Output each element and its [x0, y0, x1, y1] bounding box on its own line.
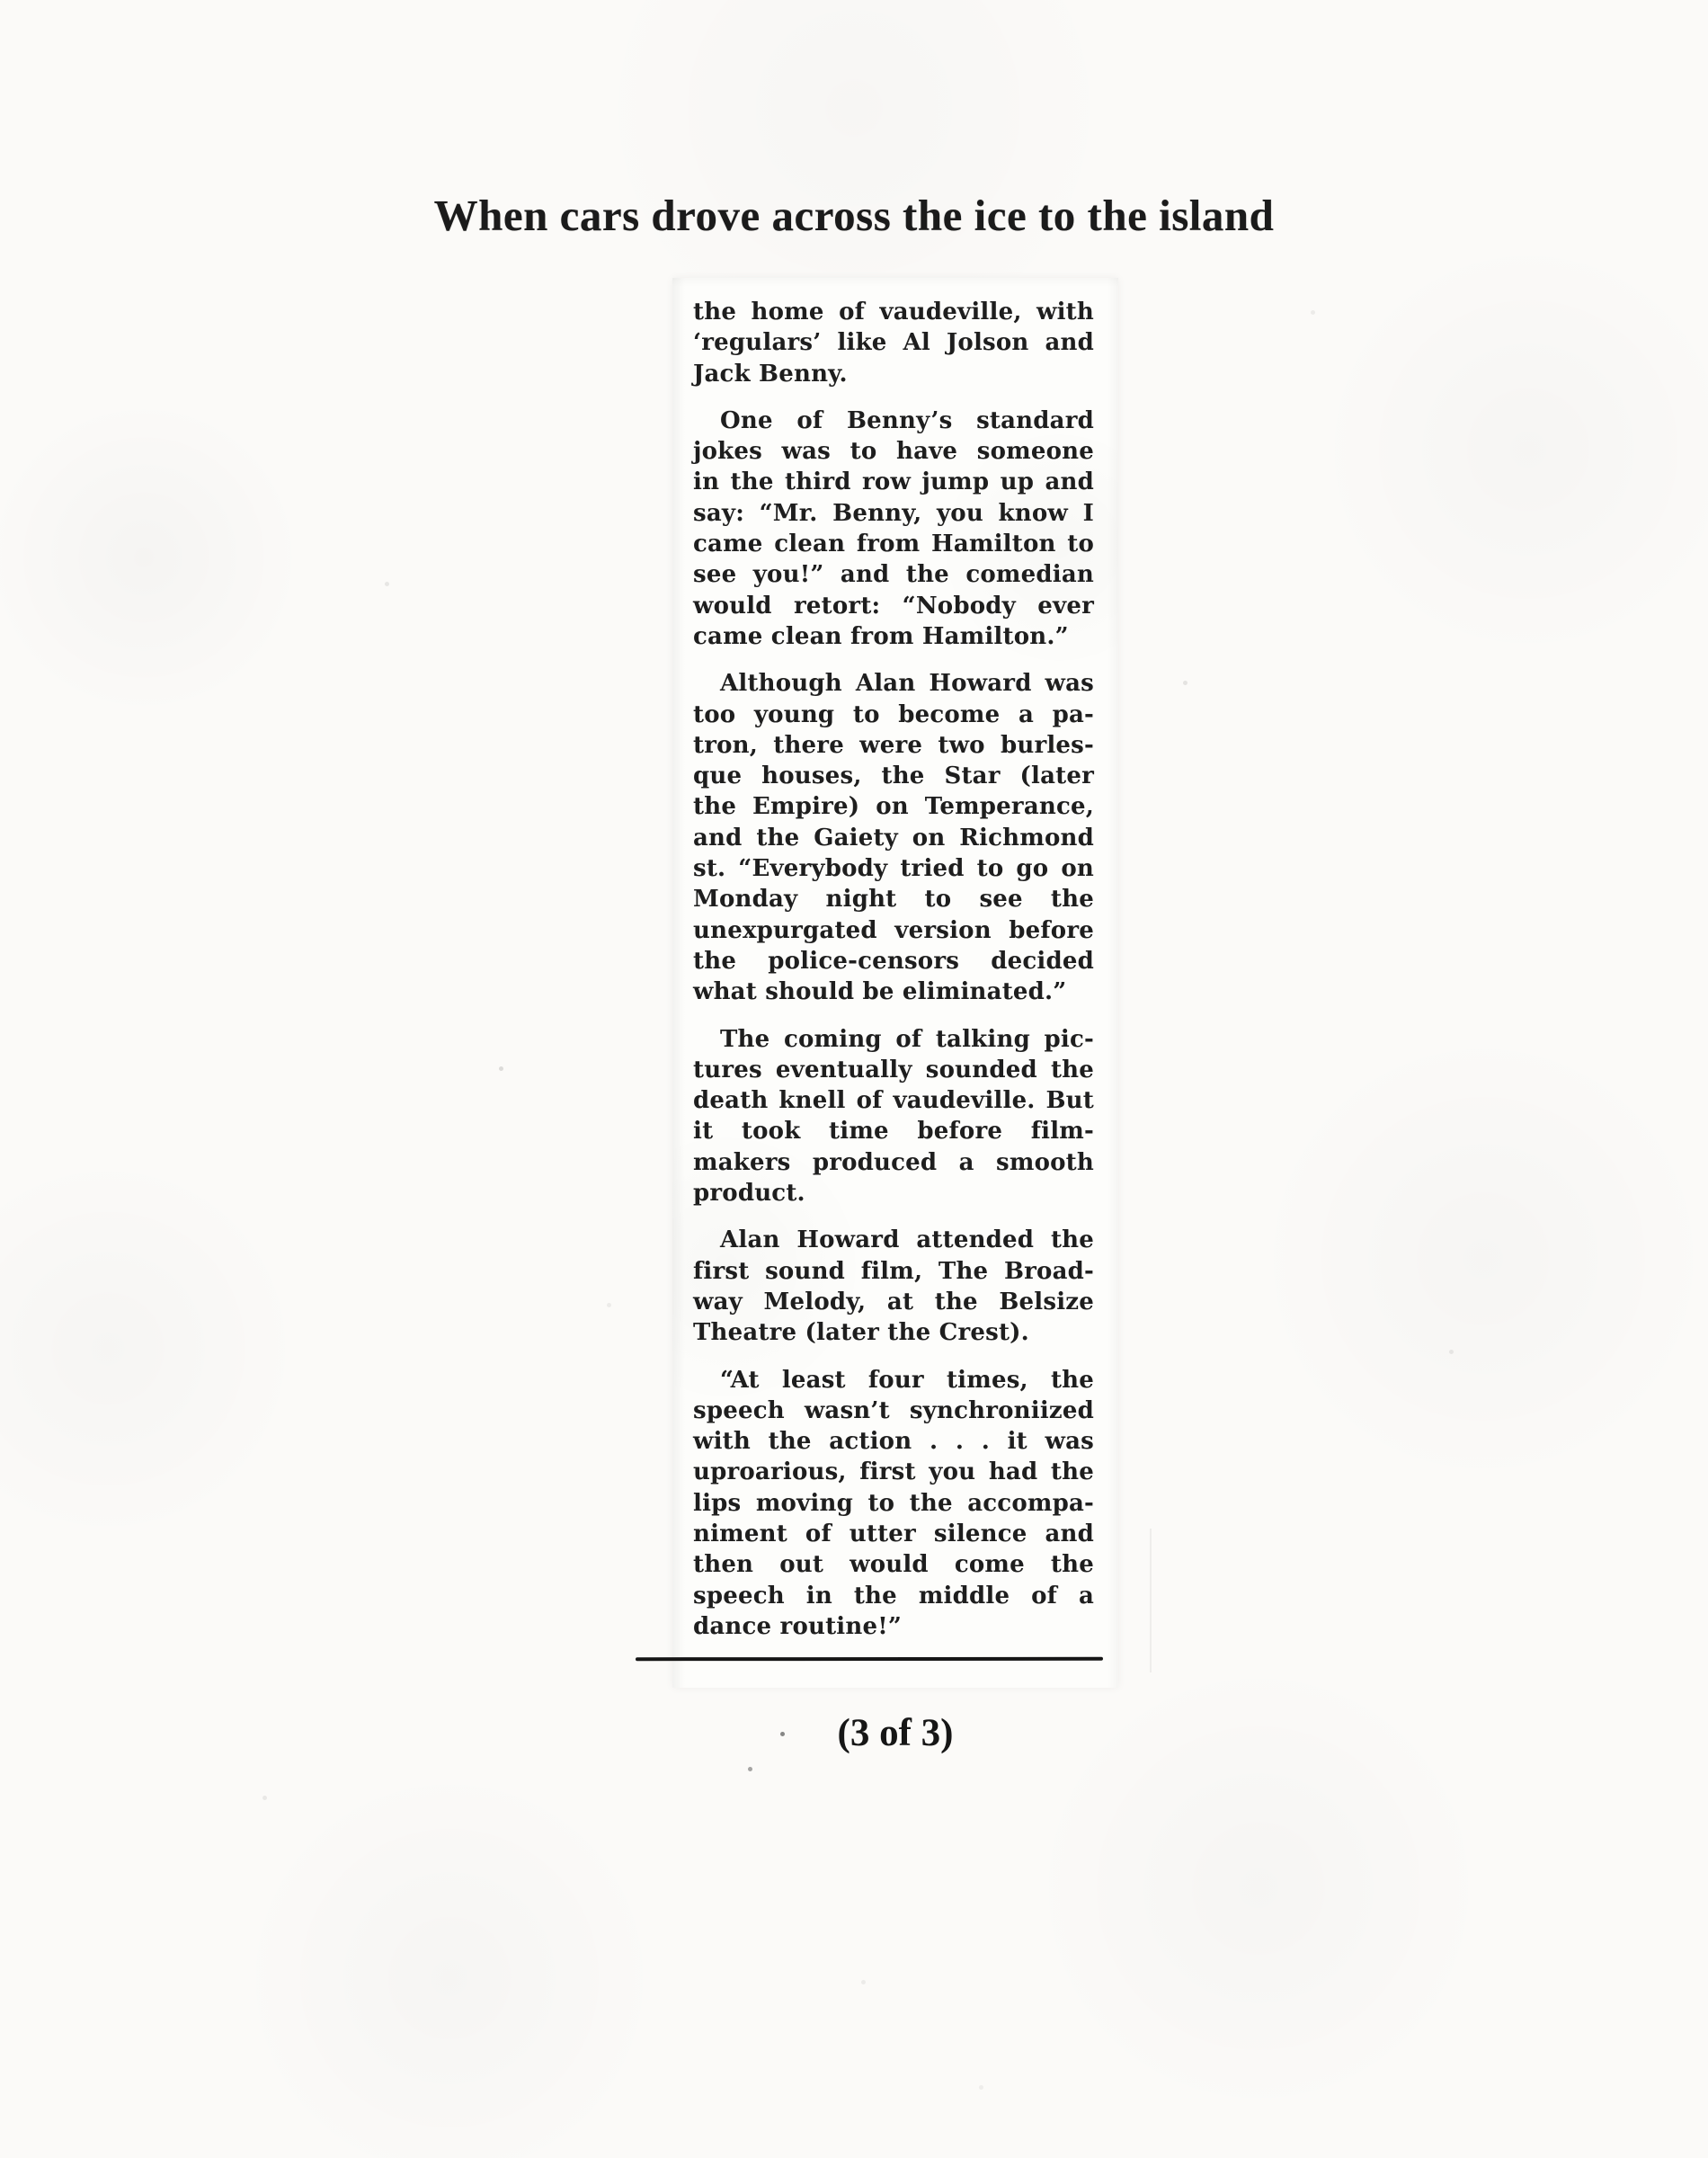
page-count-label: (3 of 3)	[837, 1712, 954, 1754]
paragraph	[693, 1225, 1094, 1348]
text-line: the home of vaudeville, with	[693, 299, 1094, 325]
text-line: que houses, the Star (later	[693, 762, 1094, 790]
clipping-edge-crease	[1150, 1529, 1152, 1672]
text-line: tron, there were two burles-	[693, 731, 1094, 759]
text-line: then out would come the	[693, 1551, 1094, 1579]
text-line: The coming of talking pic-	[720, 1025, 1094, 1053]
text-line: Although Alan Howard was	[720, 670, 1094, 698]
paragraph	[693, 1365, 1094, 1643]
text-line: in the third row jump up and	[693, 468, 1094, 496]
scan-speckles	[0, 0, 3, 3]
text-line: came clean from Hamilton to	[693, 531, 1094, 558]
text-line: Monday night to see the	[693, 886, 1094, 914]
text-line: speech in the middle of a	[693, 1582, 1094, 1610]
text-line: jokes was to have someone	[693, 438, 1094, 466]
text-line: too young to become a pa-	[693, 700, 1094, 728]
paragraph	[693, 406, 1094, 652]
text-line: with the action . . . it was	[693, 1428, 1094, 1456]
text-line: Alan Howard attended the	[720, 1226, 1094, 1254]
text-line: would retort: “Nobody ever	[693, 592, 1094, 620]
text-line: st. “Everybody tried to go on	[693, 855, 1094, 883]
text-line: came clean from Hamilton.”	[693, 622, 1069, 650]
text-line: what should be eliminated.”	[693, 978, 1067, 1006]
text-line: the Empire) on Temperance,	[693, 793, 1094, 821]
text-line: makers produced a smooth	[693, 1148, 1094, 1176]
text-line: the police-censors decided	[693, 947, 1094, 975]
text-line: and the Gaiety on Richmond	[693, 824, 1094, 852]
text-line: first sound film, The Broad-	[693, 1257, 1094, 1285]
text-line: lips moving to the accompa-	[693, 1489, 1094, 1517]
text-line: tures eventually sounded the	[693, 1056, 1094, 1083]
text-line: speech wasn’t synchroniized	[693, 1396, 1094, 1424]
newspaper-clipping	[672, 278, 1118, 1688]
text-line: dance routine!”	[693, 1612, 902, 1640]
text-line: niment of utter silence and	[693, 1520, 1094, 1547]
text-line: see you!” and the comedian	[693, 561, 1094, 589]
text-line: One of Benny’s standard	[720, 406, 1094, 434]
article-headline: When cars drove across the ice to the island	[433, 190, 1275, 240]
text-line: “At least four times, the	[720, 1366, 1094, 1394]
text-line: Theatre (later the Crest).	[693, 1319, 1029, 1347]
column-end-rule	[636, 1657, 1103, 1661]
text-line: death knell of vaudeville. But	[693, 1087, 1094, 1115]
text-line: say: “Mr. Benny, you know I	[693, 499, 1094, 527]
paragraph	[693, 297, 1094, 389]
article-column	[693, 297, 1094, 1642]
paragraph	[693, 1024, 1094, 1209]
text-line: unexpurgated version before	[693, 916, 1094, 944]
text-line: product.	[693, 1180, 805, 1208]
text-line: uproarious, first you had the	[693, 1458, 1094, 1486]
text-line: Jack Benny.	[693, 360, 848, 388]
text-line: way Melody, at the Belsize	[693, 1288, 1094, 1315]
text-line: ‘regulars’ like Al Jolson and	[693, 329, 1094, 357]
paragraph	[693, 668, 1094, 1007]
text-line: it took time before film-	[693, 1118, 1094, 1146]
